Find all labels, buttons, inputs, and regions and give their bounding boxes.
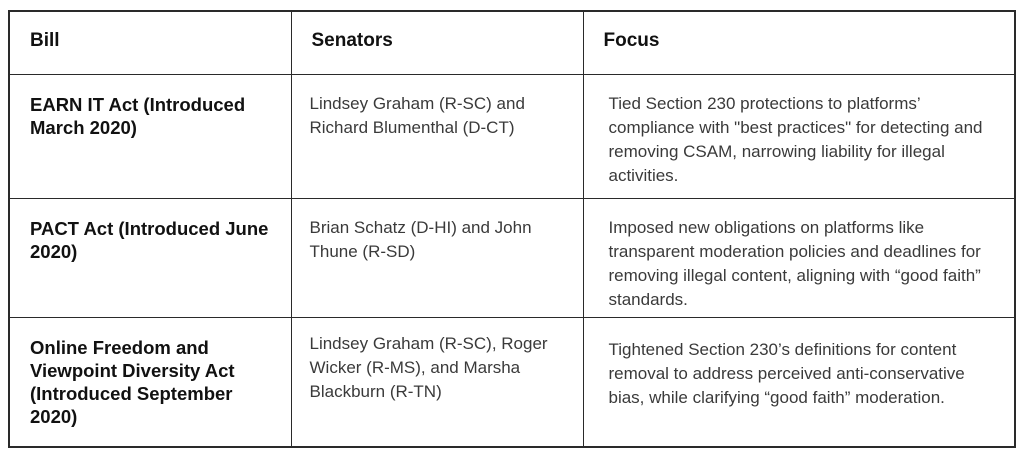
senators-cell: Lindsey Graham (R-SC) and Richard Blumenthal (D-CT) xyxy=(291,74,583,198)
focus-cell: Tied Section 230 protections to platforms’ compliance with "best practices" for detecting and removing CSAM, narrowing liability for illegal activities. xyxy=(583,74,1014,198)
table-header-row xyxy=(10,12,1014,74)
bill-cell: Online Freedom and Viewpoint Diversity Act (Introduced September 2020) xyxy=(10,317,291,446)
focus-cell: Tightened Section 230’s definitions for content removal to address perceived anti-conservative bias, while clarifying “good faith” moderation. xyxy=(583,317,1014,446)
bills-table xyxy=(8,10,1016,448)
bill-cell: EARN IT Act (Introduced March 2020) xyxy=(10,74,291,198)
header-bill: Bill xyxy=(10,12,291,74)
bills-table-grid xyxy=(10,12,1014,446)
header-senators: Senators xyxy=(291,12,583,74)
table-row xyxy=(10,74,1014,198)
bill-cell: PACT Act (Introduced June 2020) xyxy=(10,198,291,317)
senators-cell: Lindsey Graham (R-SC), Roger Wicker (R-MS), and Marsha Blackburn (R-TN) xyxy=(291,317,583,446)
senators-cell: Brian Schatz (D-HI) and John Thune (R-SD) xyxy=(291,198,583,317)
header-focus: Focus xyxy=(583,12,1014,74)
table-row xyxy=(10,198,1014,317)
focus-cell: Imposed new obligations on platforms like transparent moderation policies and deadlines for removing illegal content, aligning with “good faith” standards. xyxy=(583,198,1014,317)
table-row xyxy=(10,317,1014,446)
